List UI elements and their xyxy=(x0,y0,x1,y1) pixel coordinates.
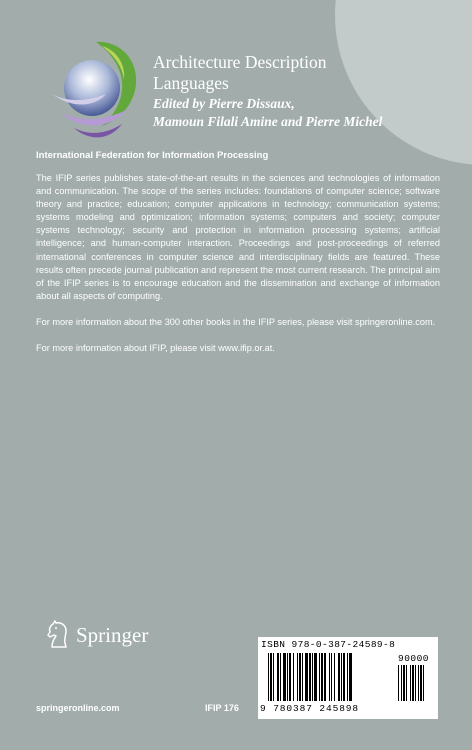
description-paragraph-1: The IFIP series publishes state-of-the-art results in the sciences and technologies of information and communication. The scope of the series includes: foundations of computer science; software theory and practice; education; computer applications in technology; communication systems; systems modeling and optimization; information systems; computers and society; computer systems technology; security and protection in information processing systems; artificial intelligence; and human-computer interaction. Proceedings and post-proceedings of referred international conferences in computer science and interdisciplinary fields are featured. These results often precede journal publication and represent the most current research. The principal aim of the IFIP series is to encourage education and the dissemination and exchange of information about all aspects of computing. xyxy=(36,173,440,301)
barcode-bar xyxy=(309,653,311,701)
barcode-addon-bar xyxy=(418,665,419,701)
barcode-bar xyxy=(334,653,335,701)
book-editors xyxy=(153,95,463,131)
barcode-bar xyxy=(277,653,279,701)
editors-line-1: Edited by Pierre Dissaux, xyxy=(153,96,295,111)
barcode-bar xyxy=(324,653,326,701)
barcode-bar xyxy=(321,653,323,701)
book-title-line-2: Languages xyxy=(153,73,229,93)
barcode-bar xyxy=(341,653,342,701)
barcode-addon-bar xyxy=(406,665,407,701)
description-text xyxy=(36,172,440,368)
barcode-bar xyxy=(343,653,345,701)
series-number: IFIP 176 xyxy=(205,703,239,713)
barcode-bar xyxy=(305,653,308,701)
barcode-bar xyxy=(329,653,330,701)
barcode-bar xyxy=(287,653,288,701)
barcode-addon-bar xyxy=(412,665,414,701)
barcode-addon-bar xyxy=(423,665,424,701)
barcode-bar xyxy=(299,653,301,701)
price-code: 90000 xyxy=(398,653,430,664)
springer-chess-knight-icon xyxy=(46,620,72,650)
barcode-box xyxy=(258,637,438,719)
barcode-addon-bar xyxy=(415,665,416,701)
barcode-bar xyxy=(349,653,352,701)
barcode-bar xyxy=(283,653,286,701)
barcode-bar xyxy=(268,653,269,701)
barcode-bar xyxy=(347,653,348,701)
barcode-addon-bar xyxy=(398,665,399,701)
barcode-bar xyxy=(280,653,281,701)
book-title xyxy=(153,52,453,94)
barcode-digits: 9 780387 245898 xyxy=(260,703,360,714)
barcode-bar xyxy=(338,653,340,701)
barcode-bar xyxy=(302,653,303,701)
editors-line-2: Mamoun Filali Amine and Pierre Michel xyxy=(153,114,383,129)
barcode-bar xyxy=(331,653,332,701)
barcode-icon xyxy=(264,653,432,703)
barcode-bar xyxy=(289,653,291,701)
barcode-addon-bar xyxy=(403,665,405,701)
publisher-logo xyxy=(46,620,216,652)
description-paragraph-2: For more information about the 300 other books in the IFIP series, please visit springeronline.com. xyxy=(36,316,436,327)
barcode-bar xyxy=(297,653,298,701)
ifip-swirl-logo-icon xyxy=(46,36,146,144)
barcode-bar xyxy=(312,653,313,701)
isbn-text: ISBN 978-0-387-24589-8 xyxy=(261,639,396,650)
barcode-bar xyxy=(293,653,294,701)
barcode-bar xyxy=(314,653,317,701)
description-paragraph-3: For more information about IFIP, please visit www.ifip.or.at. xyxy=(36,343,275,354)
barcode-addon-bar xyxy=(401,665,402,701)
barcode-addon-bar xyxy=(420,665,422,701)
series-name: International Federation for Information Processing xyxy=(36,150,269,161)
barcode-bar xyxy=(270,653,272,701)
website-link[interactable]: springeronline.com xyxy=(36,703,120,713)
barcode-bar xyxy=(273,653,274,701)
book-title-line-1: Architecture Description xyxy=(153,52,327,72)
barcode-bar xyxy=(319,653,320,701)
barcode-addon-bar xyxy=(410,665,411,701)
publisher-name: Springer xyxy=(76,623,149,647)
